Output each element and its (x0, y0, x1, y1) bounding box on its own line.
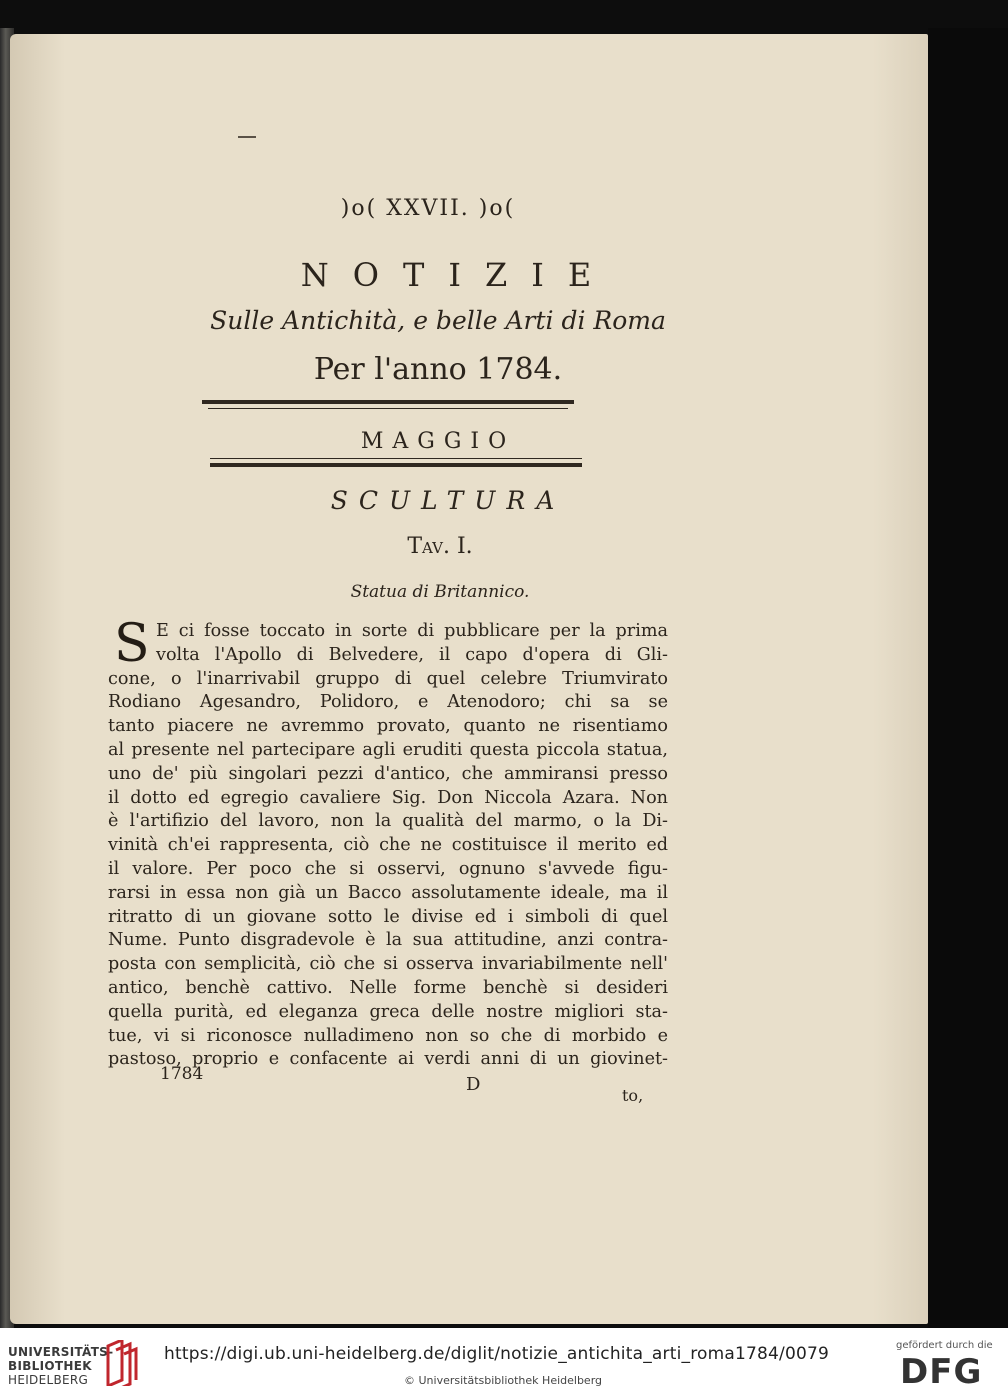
text-line: antico, benchè cattivo. Nelle forme benchè si desideri (108, 977, 668, 998)
section-heading: SCULTURA (330, 486, 566, 515)
text-line: ritratto di un giovane sotto le divise ed i simboli di quel (108, 906, 668, 927)
funded-by-label: gefördert durch die (896, 1340, 993, 1351)
background-strip (928, 28, 1008, 1328)
library-name-line: HEIDELBERG (8, 1373, 89, 1387)
text-line: Rodiano Agesandro, Polidoro, e Atenodoro; chi sa se (108, 692, 668, 713)
text-line: E ci fosse toccato in sorte di pubblicare per la prima (156, 621, 668, 641)
text-line: il dotto ed egregio cavaliere Sig. Don Niccola Azara. Non (108, 787, 668, 808)
text-line: tanto piacere ne avremmo provato, quanto ne risentiamo (108, 716, 668, 737)
copyright-text: © Universitätsbibliothek Heidelberg (404, 1374, 603, 1387)
thin-rule (210, 458, 582, 459)
text-line: tue, vi si riconosce nulladimeno non so che di morbido e (108, 1025, 668, 1046)
viewer-footer (0, 1328, 1008, 1400)
text-line: vinità ch'ei rappresenta, ciò che ne costituisce il merito ed (108, 835, 668, 856)
text-line: è l'artifizio del lavoro, non la qualità del marmo, o la Di- (108, 811, 668, 832)
book-page (10, 34, 928, 1324)
month-heading: MAGGIO (360, 429, 516, 454)
text-line: rarsi in essa non già un Bacco assolutamente ideale, ma il (108, 882, 668, 903)
library-name-line: BIBLIOTHEK (8, 1359, 92, 1373)
text-line: al presente nel partecipare agli eruditi questa piccola statua, (108, 739, 668, 760)
footer-year: 1784 (160, 1064, 204, 1084)
dfg-logo[interactable]: DFG (900, 1352, 983, 1392)
text-line: volta l'Apollo di Belvedere, il capo d'opera di Gli- (156, 644, 668, 665)
text-line: Nume. Punto disgradevole è la sua attitudine, anzi contra- (108, 930, 668, 951)
thick-rule (202, 400, 574, 404)
plate-number: Tav. I. (407, 534, 473, 559)
text-line: quella purità, ed eleganza greca delle nostre migliori sta- (108, 1001, 668, 1022)
text-line: cone, o l'inarrivabil gruppo di quel celebre Triumvirato (108, 668, 668, 689)
text-line: uno de' più singolari pezzi d'antico, che ammiransi presso (108, 763, 668, 784)
thick-rule (210, 463, 582, 467)
library-logo-icon[interactable] (104, 1340, 138, 1386)
catchword: to, (622, 1086, 644, 1105)
page-url-link[interactable]: https://digi.ub.uni-heidelberg.de/diglit/notizie_antichita_arti_roma1784/0079 (164, 1344, 830, 1364)
text-line: posta con semplicità, ciò che si osserva invariabilmente nell' (108, 954, 668, 975)
text-line: il valore. Per poco che si osservi, ognuno s'avvede figu- (108, 858, 668, 879)
drop-cap: S (114, 614, 150, 674)
pencil-mark (238, 136, 256, 138)
thin-rule (208, 408, 568, 409)
page-subtitle: Sulle Antichità, e belle Arti di Roma (210, 306, 666, 335)
plate-caption: Statua di Britannico. (350, 582, 530, 602)
page-title: NOTIZIE (300, 256, 616, 294)
text-line: pastoso, proprio e confacente ai verdi anni di un giovinet- (108, 1049, 668, 1070)
year-line: Per l'anno 1784. (313, 352, 563, 387)
running-head: )o( XXVII. )o( (340, 196, 516, 221)
library-name-line: UNIVERSITÄTS- (8, 1345, 114, 1359)
signature-mark: D (466, 1074, 481, 1095)
library-logo-text[interactable] (8, 1345, 113, 1387)
body-text (108, 614, 668, 1072)
